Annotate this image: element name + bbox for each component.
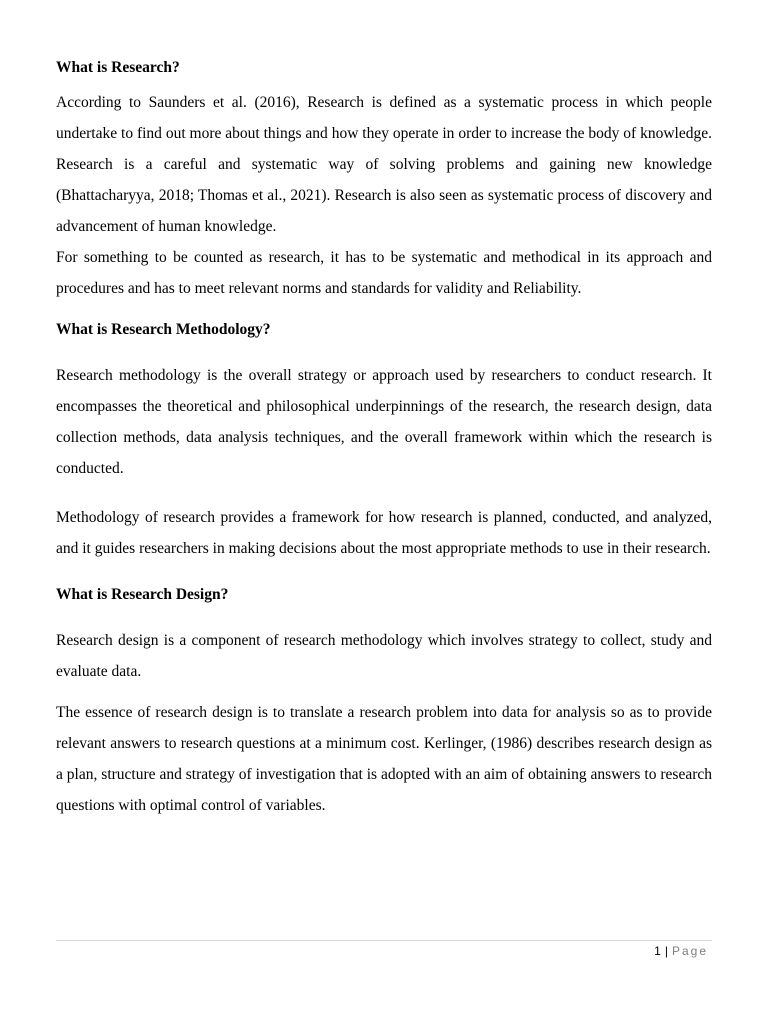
paragraph-methodology-framework: Methodology of research provides a framework for how research is planned, conducted, and analyzed, and it guides researchers in making decisions about the most appropriate methods to use in their research. [56,509,712,557]
paragraph-research-definition: According to Saunders et al. (2016), Research is defined as a systematic process in which people undertake to find out more about things and how they operate in order to increase the body of knowledge. Research is a careful and systematic way of solving problems and gaining new knowledge (Bhattacharyya, 2018; Thomas et al., 2021). Research is also seen as systematic process of discovery and advancement of human knowledge. [56,94,712,235]
section-heading-research-methodology: What is Research Methodology? [56,321,271,338]
paragraph-design-definition: Research design is a component of research methodology which involves strategy to collect, study and evaluate data. [56,632,712,680]
document-body [56,52,712,821]
page-label: Page [671,944,708,958]
page-footer [654,943,708,959]
paragraph-research-criteria: For something to be counted as research, it has to be systematic and methodical in its approach and procedures and has to meet relevant norms and standards for validity and Reliability. [56,249,712,297]
paragraph-methodology-definition: Research methodology is the overall strategy or approach used by researchers to conduct research. It encompasses the theoretical and philosophical underpinnings of the research, the research design, data collection methods, data analysis techniques, and the overall framework within which the research is conducted. [56,367,712,477]
section-heading-research: What is Research? [56,59,180,76]
section-heading-research-design: What is Research Design? [56,586,229,603]
page-number: 1 [654,944,661,958]
paragraph-design-essence: The essence of research design is to translate a research problem into data for analysis so as to provide relevant answers to research questions at a minimum cost. Kerlinger, (1986) describes research design as a plan, structure and strategy of investigation that is adopted with an aim of obtaining answers to research questions with optimal control of variables. [56,704,712,814]
footer-divider [56,940,712,941]
footer-separator: | [664,944,668,958]
